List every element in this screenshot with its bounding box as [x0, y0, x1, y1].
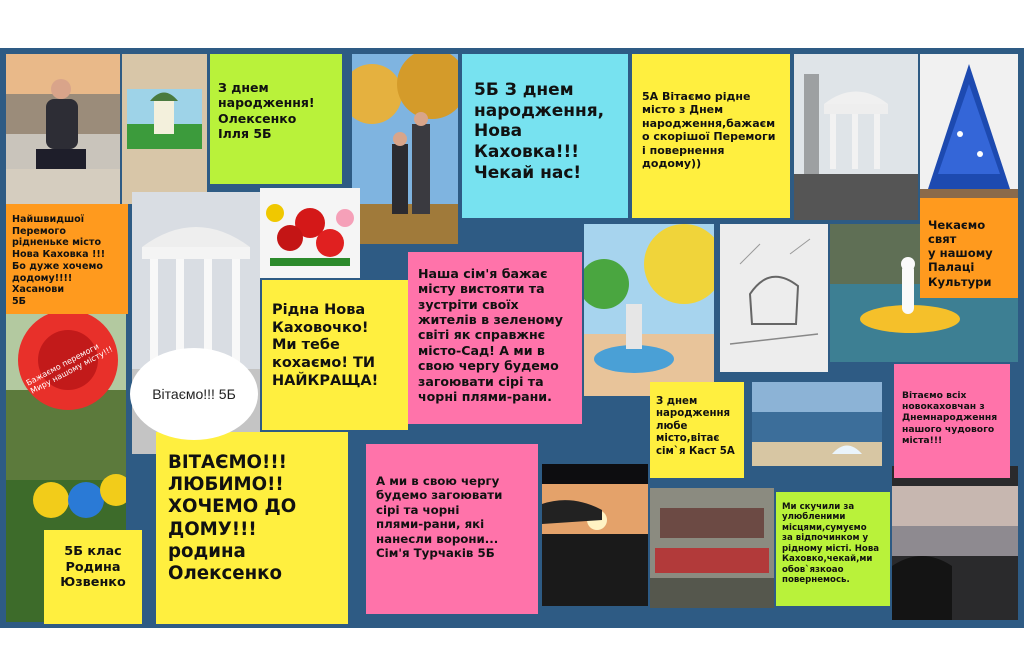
fountain-painting-photo [584, 224, 714, 396]
sunset-hand-photo [542, 464, 648, 606]
note-khasanovy: Найшвидшої Перемого рідненьке місто Нова Каховка !!! Бо дуже хочемо додому!!!! Хасанови 5Б [6, 204, 128, 314]
note-family-wish: Наша сім'я бажає місту вистояти та зустріти своїх жителів в зеленому світі як справжнє місто-Сад! А ми в свою чергу будемо загоювати сірі та чорні плями-рани. [408, 252, 582, 424]
greeting-board [0, 48, 1024, 628]
family-park-photo [352, 54, 458, 244]
note-turchaky-5b: А ми в свою чергу будемо загоювати сірі та чорні плями-рани, які нанесли ворони... Сім'я Турчаків 5Б [366, 444, 538, 614]
rotunda-photo-night [794, 54, 918, 220]
red-roses-photo [260, 188, 360, 278]
note-5b-nova-kakhovka: 5Б З днем народження, Нова Каховка!!! Чекай нас! [462, 54, 628, 218]
river-tent-photo [752, 382, 882, 466]
note-vitaemo-olexenko: ВІТАЄМО!!! ЛЮБИМО!! ХОЧЕМО ДО ДОМУ!!! родина Олексенко [156, 432, 348, 624]
speech-bubble-text: Вітаємо!!! 5Б [152, 386, 236, 402]
rotunda-drawing-photo [122, 54, 207, 204]
old-buildings-photo [650, 488, 774, 608]
note-kast-5a: З днем народження любе місто,вітає сім`я Каст 5А [650, 382, 744, 478]
speech-bubble [130, 348, 258, 440]
note-we-missed: Ми скучили за улюбленими місцями,сумуємо за відпочинком у рідному місті. Нова Каховко,чекай,ми обов`язкоао повернемось. [776, 492, 890, 606]
note-yuzvenko: 5Б клас Родина Юзвенко [44, 530, 142, 624]
note-ridna-nova-kakhovochko: Рідна Нова Каховочко! Ми тебе кохаємо! ТИ НАЙКРАЩА! [262, 280, 408, 430]
note-palace-culture: Чекаємо свят у нашому Палаці Культури [920, 198, 1018, 298]
note-5a-greeting: 5А Вітаємо рідне місто з Днем народження,бажаєм о скорішої Перемоги і повернення додому)) [632, 54, 790, 218]
dark-lake-photo [892, 466, 1018, 620]
boy-photo [6, 54, 120, 204]
note-all-novokakhovchany: Вітаємо всіх новокаховчан з Днемнародження нашого чудового міста!!! [894, 364, 1010, 478]
pencil-sketch-photo [720, 224, 828, 372]
note-olexenko-birthday: З днем народження! Олексенко Ілля 5Б [210, 54, 342, 184]
flower-sign-text: Бажаємо перемоги Миру нашому місту!!! [24, 341, 115, 396]
christmas-tree-photo [920, 54, 1018, 204]
